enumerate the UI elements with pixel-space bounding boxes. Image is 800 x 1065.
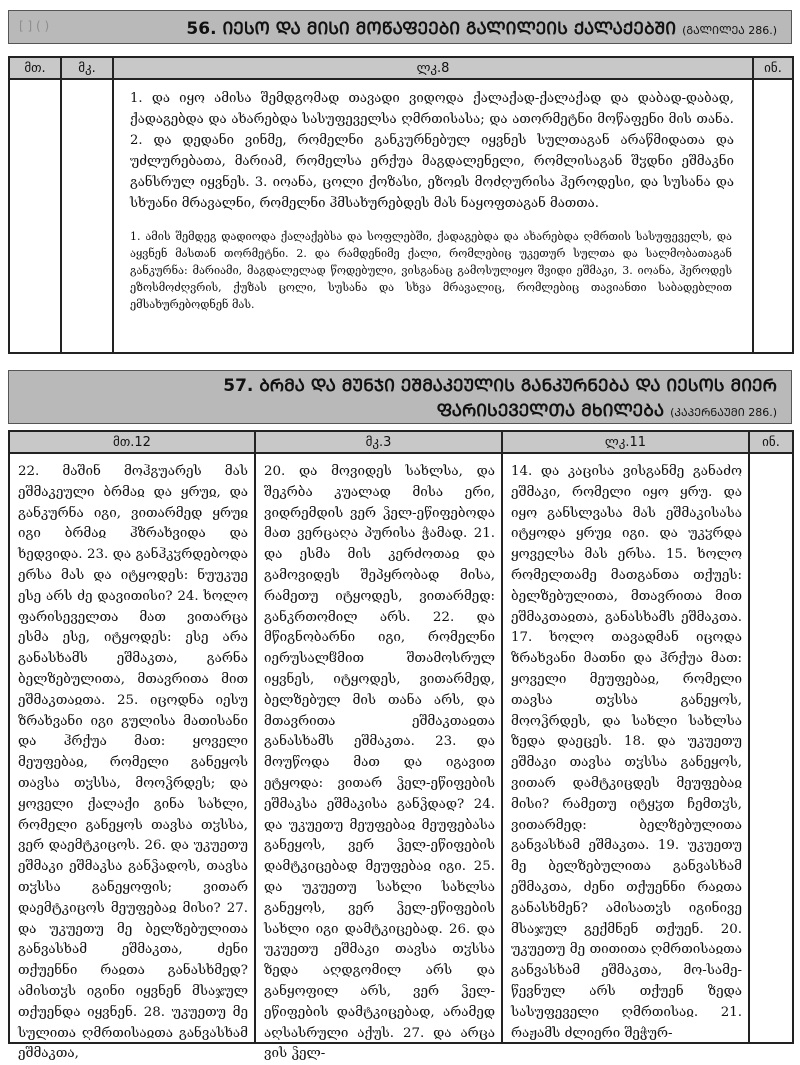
section-57-subtitle: (ᲙᲐᲞᲔᲠᲜᲐᲣᲛᲘ 286.)	[670, 406, 777, 419]
section-57-table	[8, 430, 794, 1062]
section-56-header-row	[9, 57, 793, 79]
header-in: ინ.	[753, 57, 793, 79]
luke-11-text: 14. და კაცისა ვისგანმე განაძო ეშმაკი, რომელი იყო ყრუ. და იყო განსლვასა მას ეშმაკისასა იტყოდა ყრუჲ იგი. და უკჳრდა ყოველსა მას ერსა. 15. ხოლო რომელთამე მათგანთა თქუეს: ბელზებულითა, მთავრითა მით ეშმაკთაჲთა, განასხამს ეშმაკთა. 17. ხოლო თავადმან იცოდა ზრახვანი მათნი და ჰრქუა მათ: ყოველი მეუფებაჲ, რომელი თავსა თჳსსა განეყოს, მოოჴრდეს, და სახლი სახლსა ზედა დაეცეს. 18. და უკუეთუ ეშმაკი თავსა თჳსსა განეყოს, ვითარ დამტკიცდეს მეუფებაჲ მისი? რამეთუ იტყჳთ ჩემთჳს, ვითარმედ: ბელზებულითა განვასხამ ეშმაკთა. 19. უკუეთუ მე ბელზებულითა განვასხამ ეშმაკთა, ძენი თქუენნი რაჲთა განასხმენ? ამისათჳს იგინივე მსაჯულ გექმნენ თქუენ. 20. უკუეთუ მე თითითა ღმრთისაჲთა განვასხამ ეშმაკთა, მო-სამე-წევნულ არს თქუენ ზედა სასუფეველი ღმრთისაჲ. 21. რაჟამს ძლიერი შეჭურ-	[511, 464, 742, 1041]
section-56-title	[186, 16, 777, 39]
faint-header-text: [ ] ( )	[19, 19, 50, 33]
section-57-title-line1: 57. ᲑᲠᲛᲐ ᲓᲐ ᲛᲣᲜᲯᲘ ᲔᲨᲛᲐᲙᲔᲣᲚᲘᲡ ᲒᲐᲜᲙᲣᲠᲜᲔᲑᲐ ᲓᲐ ᲘᲔᲡᲝᲡ ᲛᲘᲔᲠ	[223, 376, 777, 396]
header-mt12: მთ.12	[9, 431, 255, 453]
cell-mk3	[255, 453, 502, 1062]
luke-8-modern-text: 1. ამის შემდეგ დადიოდა ქალაქებსა და სოფლებში, ქადაგებდა და ახარებდა ღმრთის სასუფეველს, და აყვნენ მასთან თორმეტნი. 2. და რამდენიმე ქალი, რომლებიც უკეთურ სულთა და სალმობათაგან განკურნა: მარიამი, მაგდალელად წოდებული, ვისგანაც გამოსულიყო შვიდი ეშმაკი, 3. იოანა, ჰეროდეს ეზოსმოძღვრის, ქუზას ცოლი, სუსანა და სხვა მრავალიც, რომლებიც თავიანთი საბადებლით ემსახურებოდნენ მას.	[130, 230, 732, 311]
header-mt: მთ.	[9, 57, 61, 79]
section-56-subtitle: (ᲒᲐᲚᲘᲚᲔᲐ 286.)	[682, 24, 777, 37]
cell-mt12	[9, 453, 255, 1062]
header-in2: ინ.	[749, 431, 793, 453]
header-mk: მკ.	[61, 57, 113, 79]
section-57-title-line2	[437, 398, 777, 421]
cell-in-empty	[753, 79, 793, 353]
header-lk: ლკ.8	[113, 57, 753, 79]
header-lk11: ლკ.11	[502, 431, 749, 453]
cell-mt-empty	[9, 79, 61, 353]
cell-mk-empty	[61, 79, 113, 353]
section-57-title-line2-text: ᲤᲐᲠᲘᲡᲔᲕᲔᲚᲗᲐ ᲛᲮᲘᲚᲔᲑᲐ	[436, 401, 665, 421]
section-56-title-text: 56. ᲘᲔᲡᲝ ᲓᲐ ᲛᲘᲡᲘ ᲛᲝᲬᲐᲤᲔᲔᲑᲘ ᲒᲐᲚᲘᲚᲔᲘᲡ ᲥᲐᲚᲐᲥᲔᲑᲨᲘ	[186, 19, 677, 39]
section-57-title-bar	[8, 370, 792, 424]
cell-lk-text	[113, 79, 753, 353]
luke-8-old-text: 1. და იყო ამისა შემდგომად თავადი ვიდოდა ქალაქად-ქალაქად და დაბად-დაბად, ქადაგებდა და ახარებდა სასუფეველსა ღმრთისასა; და ათორმეტნი მოწაფენი მის თანა. 2. და დედანი ვინმე, რომელნი განკურნებულ იყვნეს სულთაგან არაწმიდათა და უძლურებათა, მარიამ, რომელსა ერქუა მაგდალენელი, რომლისაგან შჳდნი ეშმაკნი განსრულ იყვნეს. 3. იოანა, ცოლი ქოზასი, ეზოჲს მოძღურისა ჰეროდესი, და სუსანა და სხუანი მრავალნი, რომელნი ჰმსახურებდეს მას ნაყოფთაგან მათთა.	[130, 91, 734, 211]
section-56-body-row	[9, 79, 793, 353]
cell-in2	[749, 453, 793, 1043]
john-empty	[750, 454, 792, 1042]
section-56-table	[8, 56, 794, 354]
section-57-body-row	[9, 453, 793, 1043]
section-56-title-bar	[8, 10, 792, 44]
mark-3-text: 20. და მოვიდეს სახლსა, და შეკრბა კუალად მისა ერი, ვიდრემდის ვერ ჴელ-ეწიფებოდა მათ ვერცაღა პურისა ჭამად. 21. და ესმა მის კერძოთაჲ და გამოვიდეს შეპყრობად მისა, რამეთუ იტყოდეს, ვითარმედ: განკრთომილ არს. 22. და მწიგნობარნი იგი, რომელნი იერუსალჱმით შთამოსრულ იყვნეს, იტყოდეს, ვითარმედ, ბელზებულ მის თანა არს, და მთავრითა ეშმაკთაჲთა განასხამს ეშმაკთა. 23. და მოუწოდა მათ და იგავით ეტყოდა: ვითარ ჴელ-ეწიფების ეშმაკსა ეშმაკისა განჴდად? 24. და უკუეთუ მეუფებაჲ მეუფებასა განეყოს, ვერ ჴელ-ეწიფების დამტკიცებად მეუფებაჲ იგი. 25. და უკუეთუ სახლი სახლსა განეყოს, ვერ ჴელ-ეწიფების სახლი იგი დამტკიცებად. 26. და უკუეთუ ეშმაკი თავსა თჳსსა ზედა აღდგომილ არს და განყოფილ არს, ვერ ჴელ-ეწიფების დამტკიცებად, არამედ აღსასრული აქუს. 27. და არცა ვის ჴელ-	[264, 464, 495, 1062]
cell-lk11	[502, 453, 749, 1043]
section-57-header-row	[9, 431, 793, 453]
matthew-12-text: 22. მაშინ მოჰგუარეს მას ეშმაკეული ბრმაჲ და ყრუჲ, და განკურნა იგი, ვითარმედ ყრუჲ იგი ბრმაჲ ჰზრახვიდა და ხედვიდა. 23. და განჰკჳრდებოდა ერსა მას და იტყოდეს: ნუუკუე ესე არს ძე დავითისი? 24. ხოლო ფარისეველთა მათ ვითარცა ესმა ესე, იტყოდეს: ესე არა განასხამს ეშმაკთა, გარნა ბელზებულითა, მთავრითა მით ეშმაკთაჲთა. 25. იცოდნა იესუ ზრახვანი იგი გულისა მათისანი და ჰრქუა მათ: ყოველი მეუფებაჲ, რომელი განეყოს თავსა თჳსსა, მოოჴრდეს; და ყოველი ქალაქი გინა სახლი, რომელი განეყოს თავსა თჳსსა, ვერ დაემტკიცოს. 26. და უკუეთუ ეშმაკი ეშმაკსა განჴადოს, თავსა თჳსსა განეყოფის; ვითარ დაემტკიცოს მეუფებაჲ მისი? 27. და უკუეთუ მე ბელზებულითა განვასხამ ეშმაკთა, ძენი თქუენნი რაჲთა განასხმედ? ამისთჳს იგინი იყვნენ მსაჯულ თქუენდა იყვნენ. 28. უკუეთუ მე სულითა ღმრთისაჲთა განვასხამ ეშმაკთა,	[18, 464, 248, 1062]
header-mk3: მკ.3	[255, 431, 502, 453]
